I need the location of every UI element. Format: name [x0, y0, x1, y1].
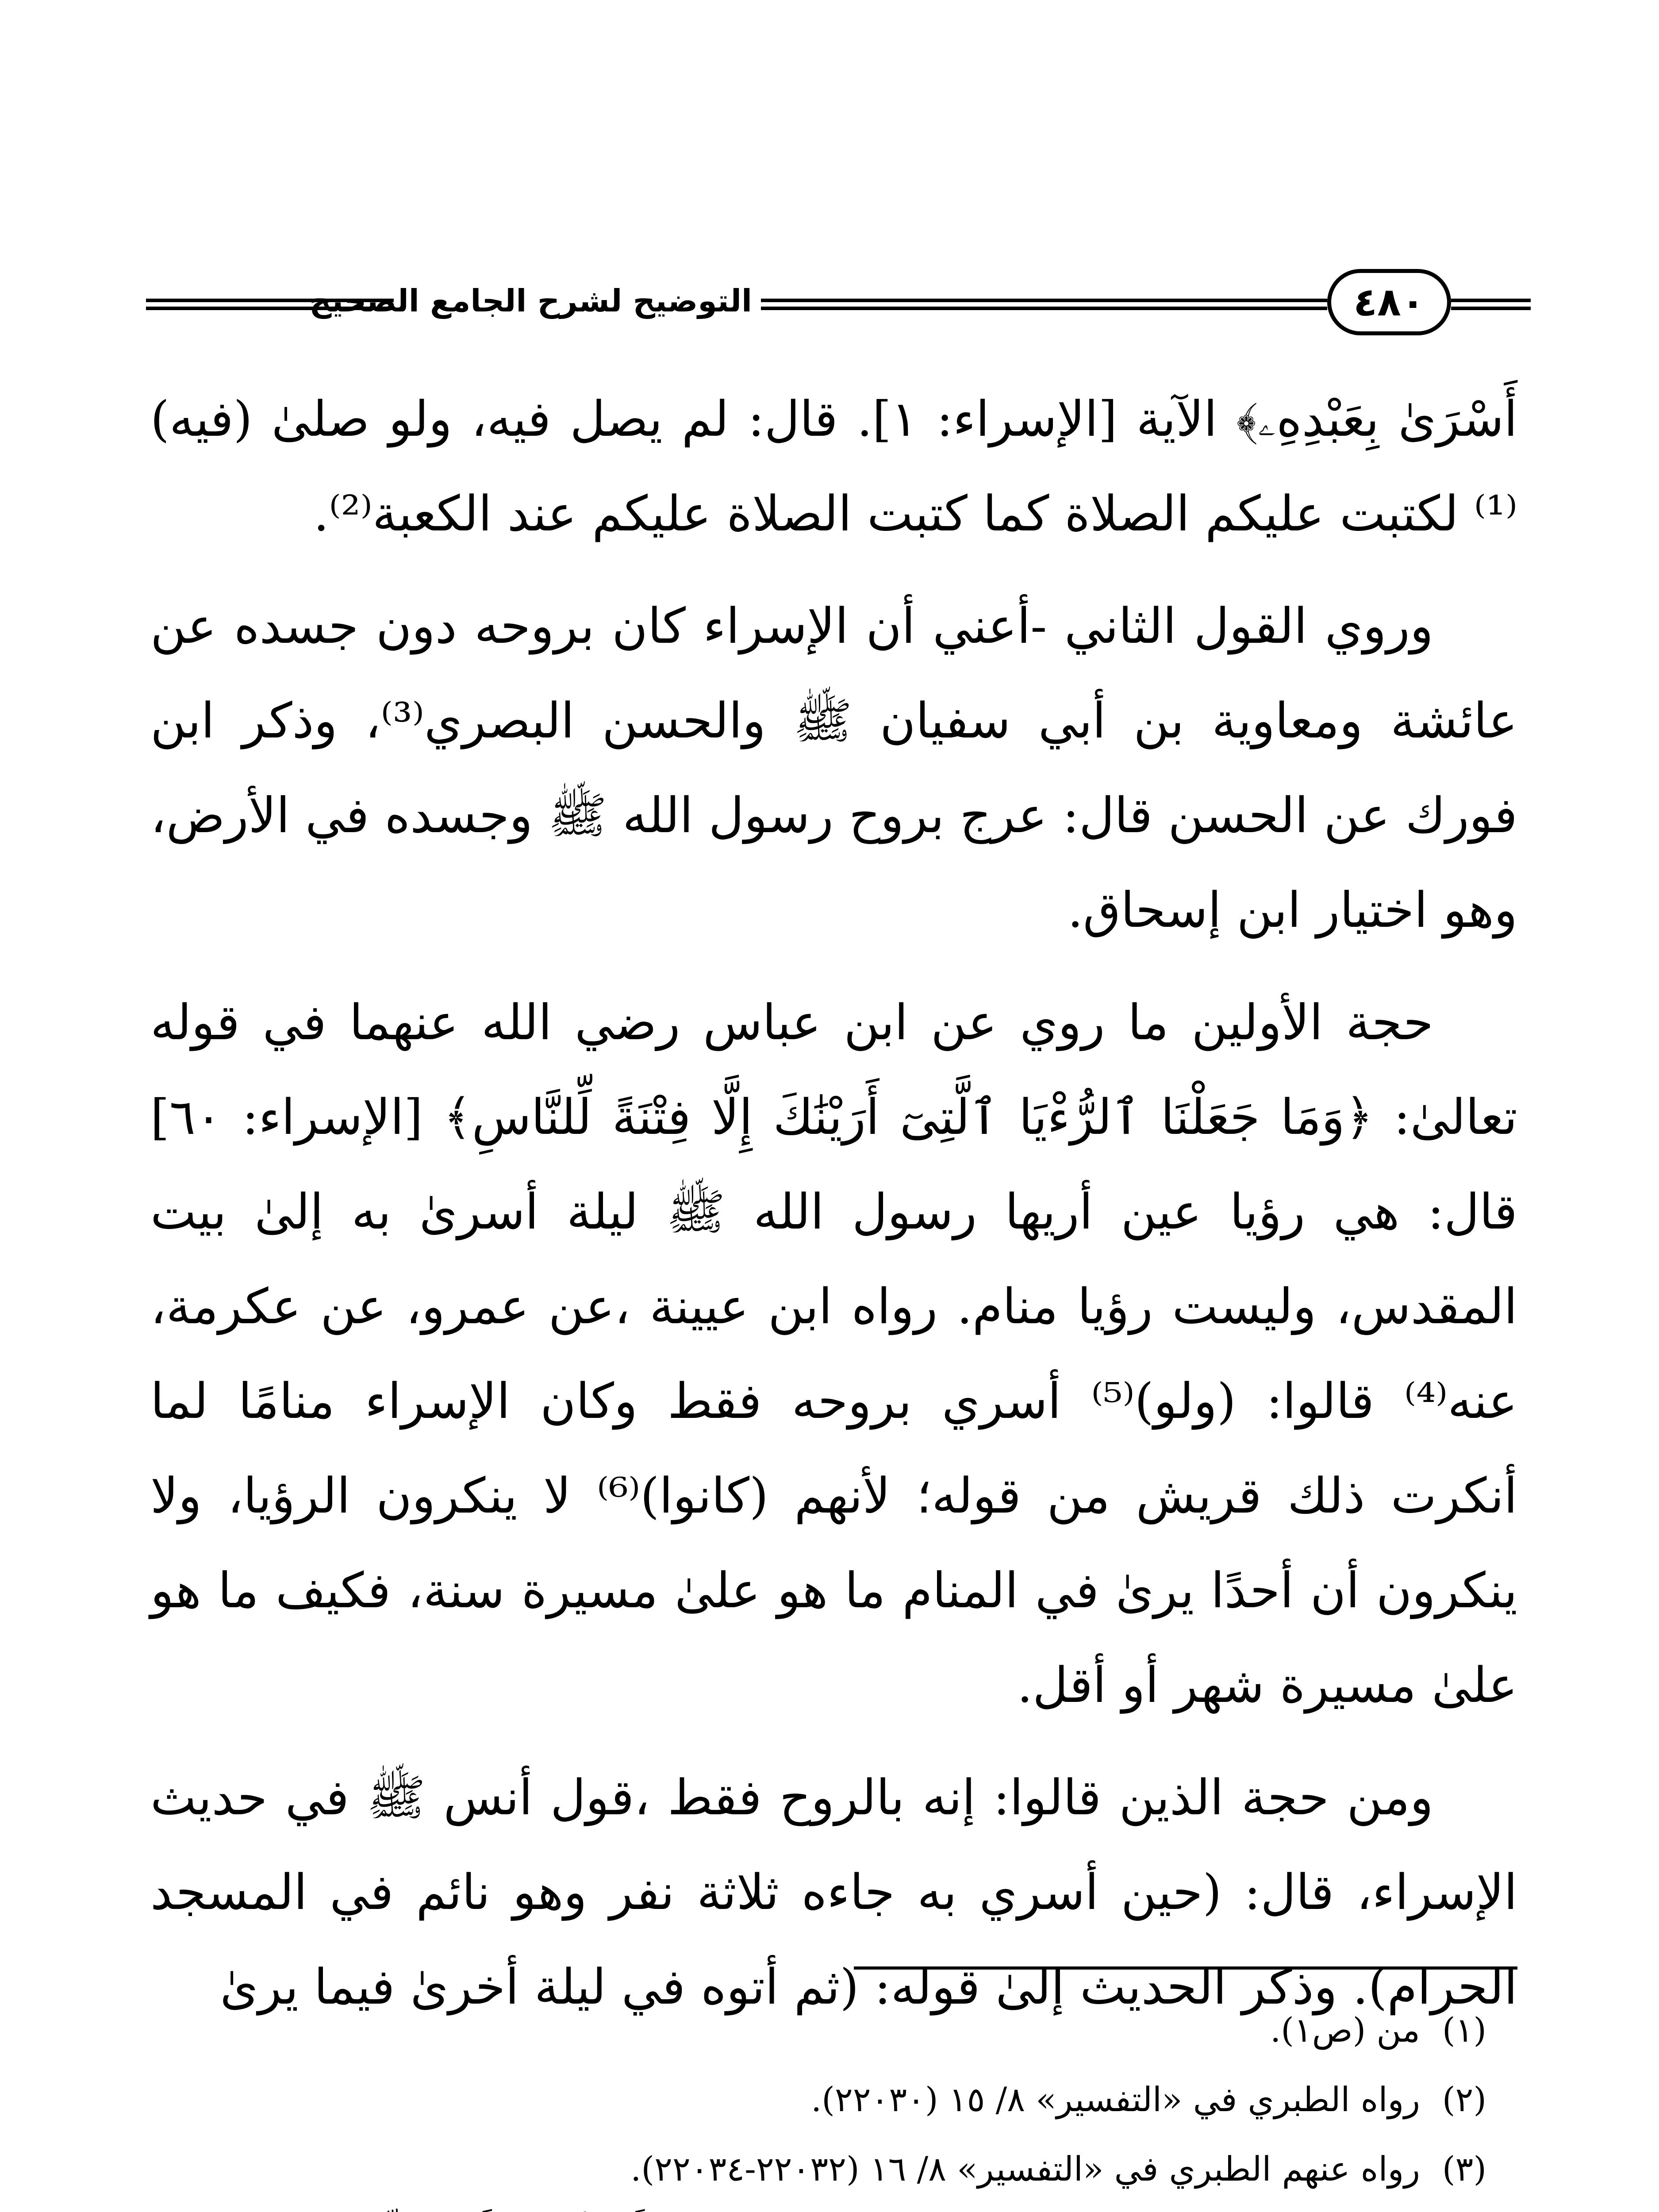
- footnote: [150, 2134, 1486, 2204]
- footnote-text: رواه الطبري في «التفسير» ٨/ ١٥ (٢٢٠٣٠).: [811, 2080, 1420, 2119]
- footnote: [150, 2204, 1486, 2212]
- header-rule-right: [1451, 299, 1531, 310]
- paragraph-second-opinion: وروي القول الثاني -أعني أن الإسراء كان بروحه دون جسده عن عائشة ومعاوية بن أبي سفيان ﷺ والحسن البصري⁽³⁾، وذكر ابن فورك عن الحسن قال: عرج بروح رسول الله ﷺ وجسده في الأرض، وهو اختيار ابن إسحاق.: [150, 598, 1517, 938]
- footnote-number: (٣): [1442, 2149, 1486, 2189]
- footnote-number: (١): [1442, 2010, 1486, 2050]
- footnote-number: (٢): [1442, 2080, 1486, 2119]
- header-rule-middle: [761, 299, 1327, 310]
- footnotes: [150, 1995, 1486, 2212]
- page-number: ٤٨٠: [1327, 269, 1451, 335]
- footnote: [150, 1995, 1486, 2065]
- footnote-number: [1420, 2204, 1486, 2212]
- paragraph-second-argument: ومن حجة الذين قالوا: إنه بالروح فقط ،قول أنس ﷺ في حديث الإسراء، قال: (حين أسري به جاءه ثلاثة نفر وهو نائم في المسجد الحرام). وذكر الحديث إلىٰ قوله: (ثم أتوه في ليلة أخرىٰ فيما يرىٰ: [150, 1769, 1517, 2015]
- footnote: [150, 2065, 1486, 2134]
- main-text: [150, 372, 1517, 2052]
- running-title: التوضيح لشرح الجامع الصحيح: [309, 283, 752, 319]
- footnote-text: رواه عنهم الطبري في «التفسير» ٨/ ١٦ (٢٢٠٣٢-٢٢٠٣٤).: [630, 2149, 1420, 2189]
- paragraph-continuation: أَسْرَىٰ بِعَبْدِهِۦ﴾ الآية [الإسراء: ١]. قال: لم يصل فيه، ولو صلىٰ (فيه)⁽¹⁾ لكتبت عليكم الصلاة كما كتبت الصلاة عليكم عند الكعبة⁽²⁾.: [150, 391, 1518, 542]
- paragraph-first-argument: حجة الأولين ما روي عن ابن عباس رضي الله عنهما في قوله تعالىٰ: ﴿وَمَا جَعَلْنَا ٱلرُّءْيَا ٱلَّتِىٓ أَرَيْنَٰكَ إِلَّا فِتْنَةً لِّلنَّاسِ﴾ [الإسراء: ٦٠] قال: هي رؤيا عين أريها رسول الله ﷺ ليلة أسرىٰ به إلىٰ بيت المقدس، وليست رؤيا منام. رواه ابن عيينة ،عن عمرو، عن عكرمة، عنه⁽⁴⁾ قالوا: (ولو)⁽⁵⁾ أسري بروحه فقط وكان الإسراء منامًا لما أنكرت ذلك قريش من قوله؛ لأنهم (كانوا)⁽⁶⁾ لا ينكرون الرؤيا، ولا ينكرون أن أحدًا يرىٰ في المنام ما هو علىٰ مسيرة سنة، فكيف ما هو علىٰ مسيرة شهر أو أقل.: [150, 994, 1517, 1713]
- footnote-text: من (ص١).: [1270, 2010, 1420, 2050]
- footnote-separator: [854, 1966, 1517, 1970]
- page-header: [133, 257, 1531, 363]
